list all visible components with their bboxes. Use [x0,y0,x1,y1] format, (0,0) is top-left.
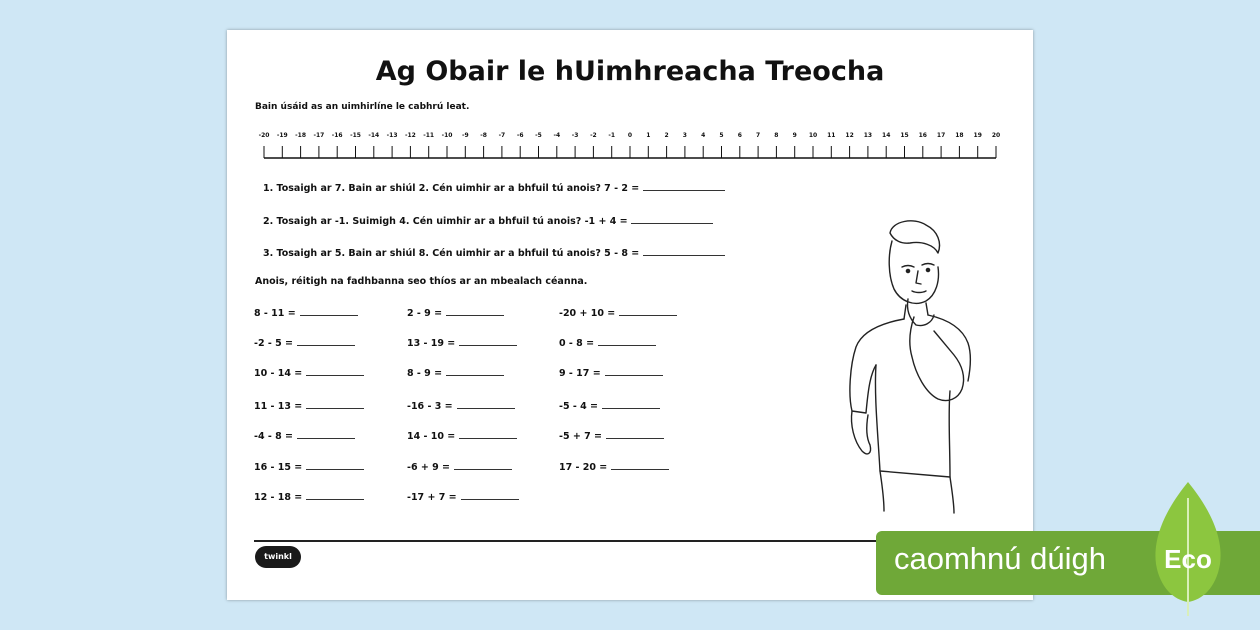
number-line-label: -3 [571,132,579,139]
number-line-label: -20 [258,132,270,139]
number-line-label: -10 [441,132,453,139]
number-line-label: -1 [608,132,616,139]
number-line-label: -13 [386,132,398,139]
problem-item: 8 - 9 = [407,365,504,379]
problem-item: 11 - 13 = [254,398,364,412]
problem-item: -17 + 7 = [407,489,519,503]
number-line-label: -11 [423,132,435,139]
number-line-label: 0 [627,132,633,139]
problem-item: 14 - 10 = [407,428,517,442]
problem-item: 0 - 8 = [559,335,656,349]
number-line-label: -15 [350,132,361,139]
problem-item: 12 - 18 = [254,489,364,503]
worksheet-title: Ag Obair le hUimhreacha Treocha [375,56,885,87]
number-line-label: 14 [882,132,891,139]
number-line-label: 20 [991,132,1001,139]
number-line-label: 11 [827,132,836,139]
problem-item: 9 - 17 = [559,365,663,379]
problem-item: 2 - 9 = [407,305,504,319]
answer-blank[interactable] [619,305,677,316]
number-line-label: 1 [646,132,651,139]
problem-item: 16 - 15 = [254,459,364,473]
question-2-text: 2. Tosaigh ar -1. Suimigh 4. Cén uimhir ar a bhfuil tú anois? -1 + 4 = [263,216,628,227]
problem-item: -16 - 3 = [407,398,515,412]
number-line-label: -9 [461,132,469,139]
number-line-label: 19 [973,132,982,139]
problem-item: 13 - 19 = [407,335,517,349]
answer-blank-1[interactable] [643,180,725,191]
question-2 [263,213,713,227]
problem-item: -5 + 7 = [559,428,664,442]
number-line-label: -2 [590,132,597,139]
number-line-label: 2 [664,132,669,139]
answer-blank[interactable] [457,398,515,409]
answer-blank[interactable] [461,489,519,500]
number-line-label: 6 [737,132,742,139]
answer-blank[interactable] [446,365,504,376]
number-line-label: 7 [756,132,761,139]
worksheet-page [227,30,1033,600]
number-line-label: -14 [368,132,380,139]
number-line-label: 5 [719,132,724,139]
question-3-text: 3. Tosaigh ar 5. Bain ar shiúl 8. Cén uimhir ar a bhfuil tú anois? 5 - 8 = [263,248,640,259]
question-3 [263,245,725,259]
number-line-label: -19 [276,132,288,139]
number-line-label: 18 [955,132,964,139]
number-line-label: -16 [331,132,343,139]
problem-item: -6 + 9 = [407,459,512,473]
number-line-label: -18 [295,132,307,139]
answer-blank[interactable] [306,365,364,376]
answer-blank[interactable] [446,305,504,316]
answer-blank[interactable] [300,305,358,316]
number-line-label: -12 [404,132,416,139]
answer-blank[interactable] [459,428,517,439]
number-line-label: 8 [774,132,779,139]
instruction-text: Bain úsáid as an uimhirlíne le cabhrú leat. [255,102,470,112]
number-line [260,130,1002,168]
problem-item: -5 - 4 = [559,398,660,412]
number-line-label: -6 [516,132,524,139]
instruction-2-text: Anois, réitigh na fadhbanna seo thíos ar an mbealach céanna. [255,276,588,287]
number-line-label: 9 [792,132,797,139]
answer-blank[interactable] [306,489,364,500]
number-line-label: 13 [863,132,873,139]
answer-blank[interactable] [611,459,669,470]
question-1 [263,180,725,194]
eco-badge-label: Eco [1164,544,1212,574]
problem-item: -20 + 10 = [559,305,677,319]
answer-blank[interactable] [605,365,663,376]
answer-blank-3[interactable] [643,245,725,256]
number-line-label: 15 [900,132,909,139]
problem-item: 17 - 20 = [559,459,669,473]
number-line-label: 16 [918,132,927,139]
number-line-label: 4 [701,132,706,139]
problem-item: -4 - 8 = [254,428,355,442]
answer-blank[interactable] [459,335,517,346]
answer-blank[interactable] [297,428,355,439]
number-line-label: 10 [808,132,818,139]
answer-blank[interactable] [297,335,355,346]
answer-blank[interactable] [306,459,364,470]
number-line-label: -5 [535,132,542,139]
answer-blank[interactable] [598,335,656,346]
problem-item: 10 - 14 = [254,365,364,379]
answer-blank-2[interactable] [631,213,713,224]
answer-blank[interactable] [454,459,512,470]
number-line-label: -17 [313,132,325,139]
number-line-label: 12 [845,132,854,139]
number-line-label: 17 [936,132,946,139]
number-line-label: -8 [480,132,487,139]
number-line-label: -7 [498,132,506,139]
thinking-boy-illustration [822,215,982,515]
number-line-label: -4 [553,132,561,139]
answer-blank[interactable] [306,398,364,409]
question-1-text: 1. Tosaigh ar 7. Bain ar shiúl 2. Cén uimhir ar a bhfuil tú anois? 7 - 2 = [263,183,640,194]
answer-blank[interactable] [602,398,660,409]
answer-blank[interactable] [606,428,664,439]
twinkl-logo: twinkl [255,546,301,568]
problem-item: 8 - 11 = [254,305,358,319]
problem-item: -2 - 5 = [254,335,355,349]
eco-banner-text: caomhnú dúigh [894,541,1106,576]
number-line-label: 3 [682,132,687,139]
